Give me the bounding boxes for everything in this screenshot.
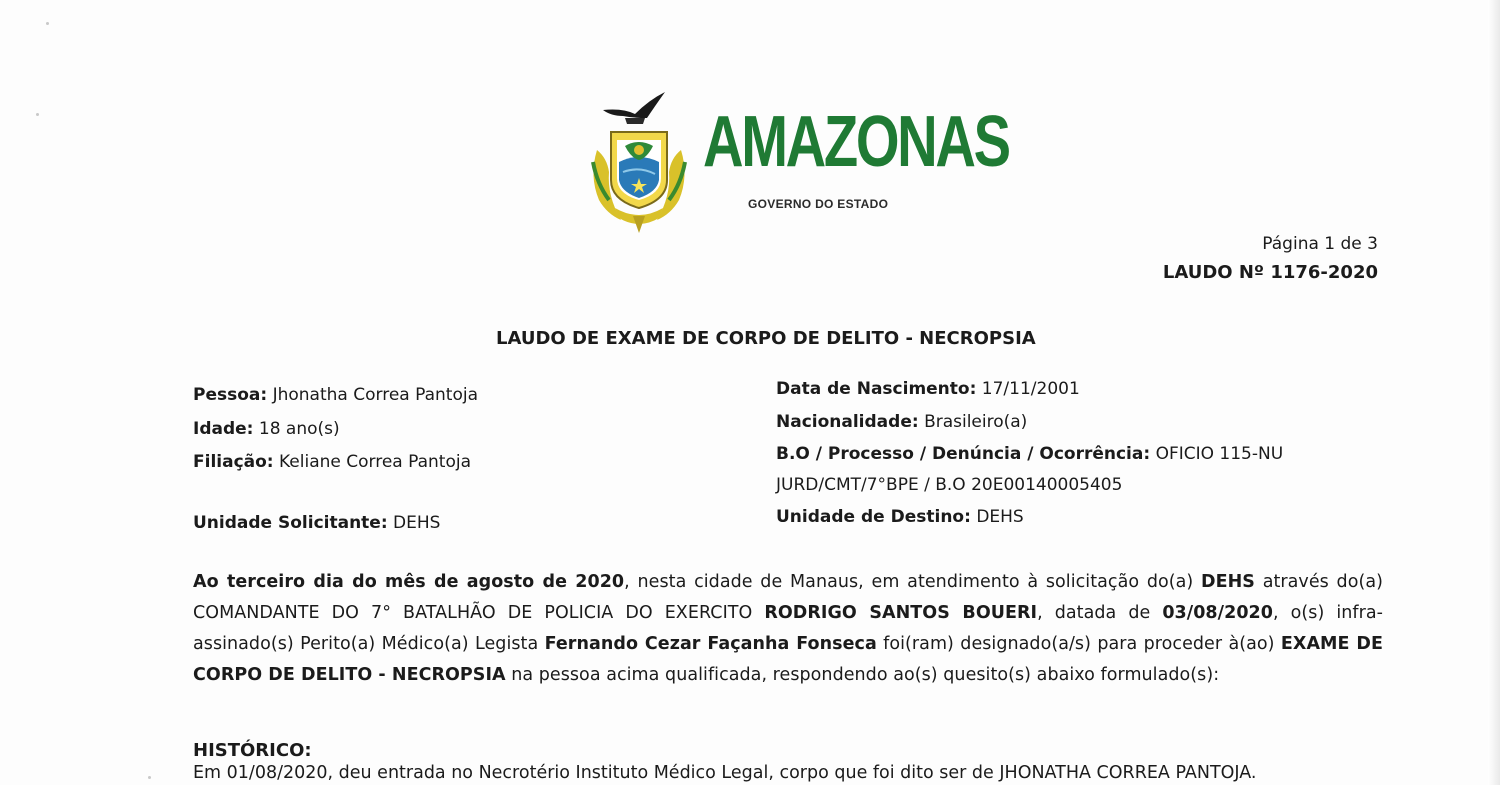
field-bo-processo xyxy=(776,444,1283,464)
field-data-nascimento xyxy=(776,379,1080,399)
field-bo-processo-cont xyxy=(776,475,1122,495)
laudo-number: LAUDO Nº 1176-2020 xyxy=(1162,262,1378,283)
page-edge-shadow xyxy=(1488,0,1500,785)
intro-text: , datada de xyxy=(1037,603,1163,623)
field-unidade-destino xyxy=(776,507,1024,527)
field-label: Nacionalidade: xyxy=(776,412,919,432)
intro-requester-name: RODRIGO SANTOS BOUERI xyxy=(764,603,1038,623)
field-value: DEHS xyxy=(976,507,1024,527)
intro-text: através do(a) COMANDANTE DO 7° BATALHÃO DE POLICIA DO EXERCITO xyxy=(193,572,1383,623)
field-label: Pessoa: xyxy=(193,385,268,405)
government-logo xyxy=(585,88,1009,233)
scan-speck xyxy=(36,113,39,116)
field-unidade-solicitante xyxy=(193,513,440,533)
intro-exam-type: EXAME DE CORPO DE DELITO - NECROPSIA xyxy=(193,634,1383,685)
scan-speck xyxy=(46,22,49,25)
field-value: Jhonatha Correa Pantoja xyxy=(272,385,478,405)
field-value: JURD/CMT/7°BPE / B.O 20E00140005405 xyxy=(776,475,1123,495)
field-filiacao xyxy=(193,452,471,472)
field-pessoa xyxy=(193,385,478,405)
logo-wordmark: AMAZONAS xyxy=(703,102,1009,182)
field-nacionalidade xyxy=(776,412,1027,432)
field-label: Data de Nascimento: xyxy=(776,379,977,399)
field-label: Unidade de Destino: xyxy=(776,507,971,527)
scan-speck xyxy=(148,776,151,779)
intro-paragraph xyxy=(193,567,1383,691)
intro-text: , o(s) infra-assinado(s) Perito(a) Médico(a) Legista xyxy=(193,603,1383,654)
field-value: Brasileiro(a) xyxy=(924,412,1028,432)
document-title: LAUDO DE EXAME DE CORPO DE DELITO - NECROPSIA xyxy=(496,328,1036,349)
intro-expert-name: Fernando Cezar Façanha Fonseca xyxy=(544,634,877,654)
field-value: Keliane Correa Pantoja xyxy=(279,452,472,472)
field-label: B.O / Processo / Denúncia / Ocorrência: xyxy=(776,444,1151,464)
amazonas-coat-of-arms-icon xyxy=(585,88,693,233)
field-value: 17/11/2001 xyxy=(981,379,1080,399)
field-value: OFICIO 115-NU xyxy=(1155,444,1284,464)
field-label: Idade: xyxy=(193,419,254,439)
intro-text: , nesta cidade de Manaus, em atendimento à solicitação do(a) xyxy=(624,572,1202,592)
field-label: Unidade Solicitante: xyxy=(193,513,388,533)
intro-text: na pessoa acima qualificada, respondendo ao(s) quesito(s) abaixo formulado(s): xyxy=(505,665,1220,685)
historico-text: Em 01/08/2020, deu entrada no Necrotério Instituto Médico Legal, corpo que foi dito ser de JHONATHA CORREA PANTOJA. xyxy=(193,763,1257,783)
intro-text: foi(ram) designado(a/s) para proceder à(ao) xyxy=(876,634,1281,654)
historico-heading: HISTÓRICO: xyxy=(193,740,312,761)
logo-subtitle: GOVERNO DO ESTADO xyxy=(748,197,889,211)
page-number: Página 1 de 3 xyxy=(1262,234,1378,254)
field-idade xyxy=(193,419,340,439)
field-value: 18 ano(s) xyxy=(258,419,340,439)
intro-request-date: 03/08/2020 xyxy=(1162,603,1274,623)
field-label: Filiação: xyxy=(193,452,274,472)
intro-requester-unit: DEHS xyxy=(1201,572,1255,592)
field-value: DEHS xyxy=(393,513,441,533)
intro-date-phrase: Ao terceiro dia do mês de agosto de 2020 xyxy=(193,572,625,592)
